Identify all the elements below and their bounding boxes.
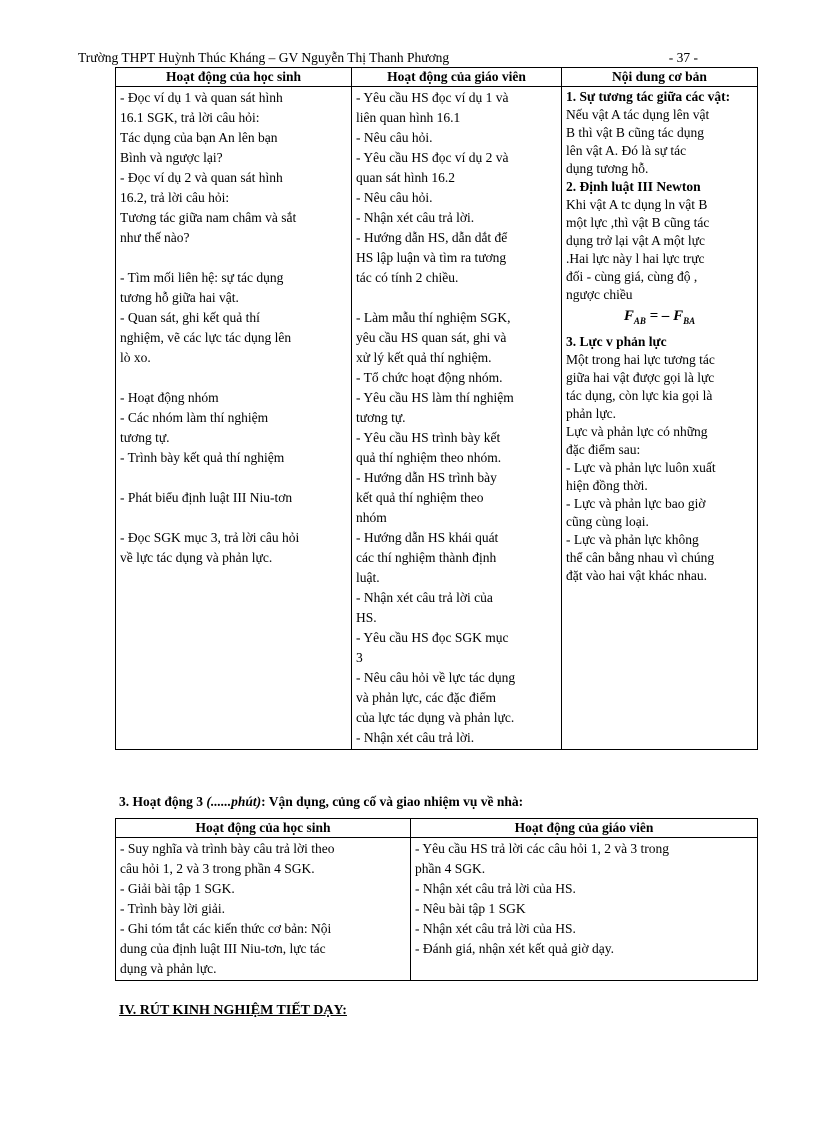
- text-line: - Phát biểu định luật III Niu-tơn: [120, 490, 293, 505]
- text-line: Lực và phản lực có những: [566, 424, 708, 439]
- text-line: - Quan sát, ghi kết quả thí: [120, 310, 260, 325]
- text-line: [120, 248, 347, 268]
- text-line: HS.: [356, 610, 377, 625]
- header-teacher: Hoạt động của giáo viên: [352, 68, 562, 87]
- formula-right-force: F: [673, 308, 684, 324]
- text-line: kết quả thí nghiệm theo: [356, 490, 484, 505]
- teacher-activities-cell: [352, 87, 562, 750]
- section-3-heading: [119, 794, 523, 810]
- page-number: - 37 -: [668, 50, 698, 65]
- header-student: Hoạt động của học sinh: [116, 819, 411, 838]
- text-line: - Giải bài tập 1 SGK.: [120, 881, 235, 896]
- text-line: tác dụng, còn lực kia gọi là: [566, 388, 713, 403]
- text-line: Tương tác giữa nam châm và sắt: [120, 210, 297, 225]
- text-line: - Nhận xét câu trả lời của: [356, 590, 493, 605]
- content-paragraph-3: [566, 351, 753, 585]
- text-line: - Yêu cầu HS trình bày kết: [356, 430, 501, 445]
- text-line: - Ghi tóm tắt các kiến thức cơ bản: Nội: [120, 921, 332, 936]
- text-line: - Làm mẫu thí nghiệm SGK,: [356, 310, 511, 325]
- content-heading-1: 1. Sự tương tác giữa các vật:: [566, 89, 731, 104]
- text-line: dụng và phản lực.: [120, 961, 217, 976]
- text-line: - Lực và phản lực bao giờ: [566, 496, 706, 511]
- text-line: - Yêu cầu HS trả lời các câu hỏi 1, 2 và 3 trong: [415, 841, 670, 856]
- text-line: như thế nào?: [120, 230, 190, 245]
- text-line: cũng cùng loại.: [566, 514, 649, 529]
- text-line: lên vật A. Đó là sự tác: [566, 143, 687, 158]
- text-line: quan sát hình 16.2: [356, 170, 455, 185]
- formula-left-sub: AB: [633, 316, 646, 326]
- text-line: - Yêu cầu HS đọc ví dụ 2 và: [356, 150, 509, 165]
- header-teacher: Hoạt động của giáo viên: [411, 819, 758, 838]
- text-line: phần 4 SGK.: [415, 861, 486, 876]
- newton-third-law-formula: [566, 304, 753, 333]
- text-line: - Nêu câu hỏi.: [356, 190, 433, 205]
- section-4-heading: IV. RÚT KINH NGHIỆM TIẾT DẠY:: [119, 1003, 347, 1018]
- text-line: về lực tác dụng và phản lực.: [120, 550, 273, 565]
- table-row: [116, 87, 758, 750]
- text-line: 3: [356, 650, 363, 665]
- text-line: [120, 468, 347, 488]
- text-line: - Yêu cầu HS đọc SGK mục: [356, 630, 509, 645]
- text-line: - Lực và phản lực luôn xuất: [566, 460, 716, 475]
- formula-left-force: F: [623, 308, 634, 324]
- text-line: - Đánh giá, nhận xét kết quả giờ dạy.: [415, 941, 614, 956]
- student-activities-cell: [116, 87, 352, 750]
- activity-table-3: [115, 818, 758, 981]
- text-line: đặt vào hai vật khác nhau.: [566, 568, 707, 583]
- text-line: - Hướng dẫn HS khái quát: [356, 530, 499, 545]
- content-paragraph-1: [566, 106, 753, 178]
- text-line: Nếu vật A tác dụng lên vật: [566, 107, 710, 122]
- text-line: - Suy nghĩa và trình bày câu trả lời theo: [120, 841, 335, 856]
- school-header: Trường THPT Huỳnh Thúc Kháng – GV Nguyễn Thị Thanh Phương: [78, 50, 450, 65]
- teacher-activities-cell: [411, 838, 758, 981]
- text-line: nhóm: [356, 510, 387, 525]
- text-line: Bình và ngược lại?: [120, 150, 223, 165]
- text-line: và phản lực, các đặc điểm: [356, 690, 496, 705]
- text-line: tương hỗ giữa hai vật.: [120, 290, 239, 305]
- text-line: - Nhận xét câu trả lời.: [356, 730, 475, 745]
- text-line: luật.: [356, 570, 380, 585]
- activity-table-2: [115, 67, 758, 750]
- formula-operator: = –: [649, 308, 670, 324]
- text-line: - Yêu cầu HS làm thí nghiệm: [356, 390, 514, 405]
- text-line: .Hai lực này l hai lực trực: [566, 251, 705, 266]
- text-line: dụng trở lại vật A một lực: [566, 233, 705, 248]
- text-line: B thì vật B cũng tác dụng: [566, 125, 704, 140]
- text-line: ngược chiều: [566, 287, 633, 302]
- formula-right-sub: BA: [683, 316, 696, 326]
- text-line: - Đọc SGK mục 3, trả lời câu hỏi: [120, 530, 300, 545]
- text-line: - Trình bày lời giải.: [120, 901, 226, 916]
- text-line: Một trong hai lực tương tác: [566, 352, 715, 367]
- text-line: Tác dụng của bạn An lên bạn: [120, 130, 278, 145]
- text-line: - Yêu cầu HS đọc ví dụ 1 và: [356, 90, 509, 105]
- section-3-time: (......phút): [206, 794, 262, 809]
- text-line: xử lý kết quả thí nghiệm.: [356, 350, 492, 365]
- text-line: dung của định luật III Niu-tơn, lực tác: [120, 941, 326, 956]
- text-line: - Đọc ví dụ 2 và quan sát hình: [120, 170, 283, 185]
- table-header-row: [116, 819, 758, 838]
- table-row: [116, 838, 758, 981]
- text-line: - Nhận xét câu trả lời của HS.: [415, 881, 576, 896]
- text-line: nghiệm, vẽ các lực tác dụng lên: [120, 330, 292, 345]
- text-line: HS lập luận và tìm ra tương: [356, 250, 507, 265]
- text-line: tương tự.: [120, 430, 170, 445]
- text-line: tương tự.: [356, 410, 406, 425]
- text-line: câu hỏi 1, 2 và 3 trong phần 4 SGK.: [120, 861, 315, 876]
- text-line: của lực tác dụng và phản lực.: [356, 710, 515, 725]
- text-line: giữa hai vật được gọi là lực: [566, 370, 715, 385]
- text-line: [120, 508, 347, 528]
- text-line: - Trình bày kết quả thí nghiệm: [120, 450, 285, 465]
- text-line: - Lực và phản lực không: [566, 532, 699, 547]
- text-line: Khi vật A tc dụng ln vật B: [566, 197, 708, 212]
- text-line: thể cân bằng nhau vì chúng: [566, 550, 715, 565]
- text-line: tác có tính 2 chiều.: [356, 270, 459, 285]
- text-line: quả thí nghiệm theo nhóm.: [356, 450, 502, 465]
- text-line: yêu cầu HS quan sát, ghi và: [356, 330, 507, 345]
- text-line: liên quan hình 16.1: [356, 110, 461, 125]
- text-line: - Các nhóm làm thí nghiệm: [120, 410, 269, 425]
- text-line: - Đọc ví dụ 1 và quan sát hình: [120, 90, 283, 105]
- header-student: Hoạt động của học sinh: [116, 68, 352, 87]
- table-header-row: [116, 68, 758, 87]
- header-content: Nội dung cơ bản: [562, 68, 758, 87]
- section-3-prefix: 3. Hoạt động 3: [119, 794, 207, 809]
- section-3-suffix: : Vận dụng, củng cố và giao nhiệm vụ về nhà:: [261, 794, 524, 809]
- text-line: hiện đồng thời.: [566, 478, 648, 493]
- text-line: - Nhận xét câu trả lời của HS.: [415, 921, 576, 936]
- text-line: - Tìm mối liên hệ: sự tác dụng: [120, 270, 284, 285]
- text-line: - Hướng dẫn HS trình bày: [356, 470, 497, 485]
- text-line: 16.2, trả lời câu hỏi:: [120, 190, 230, 205]
- text-line: [120, 368, 347, 388]
- content-heading-2: 2. Định luật III Newton: [566, 179, 701, 194]
- text-line: - Nêu câu hỏi.: [356, 130, 433, 145]
- text-line: 16.1 SGK, trả lời câu hỏi:: [120, 110, 260, 125]
- text-line: - Nhận xét câu trả lời.: [356, 210, 475, 225]
- text-line: - Tổ chức hoạt động nhóm.: [356, 370, 503, 385]
- text-line: đối - cùng giá, cùng độ ,: [566, 269, 698, 284]
- text-line: đặc điểm sau:: [566, 442, 641, 457]
- text-line: dụng tương hỗ.: [566, 161, 649, 176]
- text-line: - Nêu bài tập 1 SGK: [415, 901, 526, 916]
- basic-content-cell: [562, 87, 758, 750]
- text-line: [356, 288, 557, 308]
- text-line: - Hướng dẫn HS, dẫn dắt để: [356, 230, 508, 245]
- text-line: phản lực.: [566, 406, 617, 421]
- text-line: - Hoạt động nhóm: [120, 390, 219, 405]
- content-heading-3: 3. Lực v phản lực: [566, 334, 667, 349]
- text-line: các thí nghiệm thành định: [356, 550, 497, 565]
- text-line: một lực ,thì vật B cũng tác: [566, 215, 710, 230]
- text-line: lò xo.: [120, 350, 151, 365]
- text-line: - Nêu câu hỏi về lực tác dụng: [356, 670, 516, 685]
- content-paragraph-2: [566, 196, 753, 304]
- student-activities-cell: [116, 838, 411, 981]
